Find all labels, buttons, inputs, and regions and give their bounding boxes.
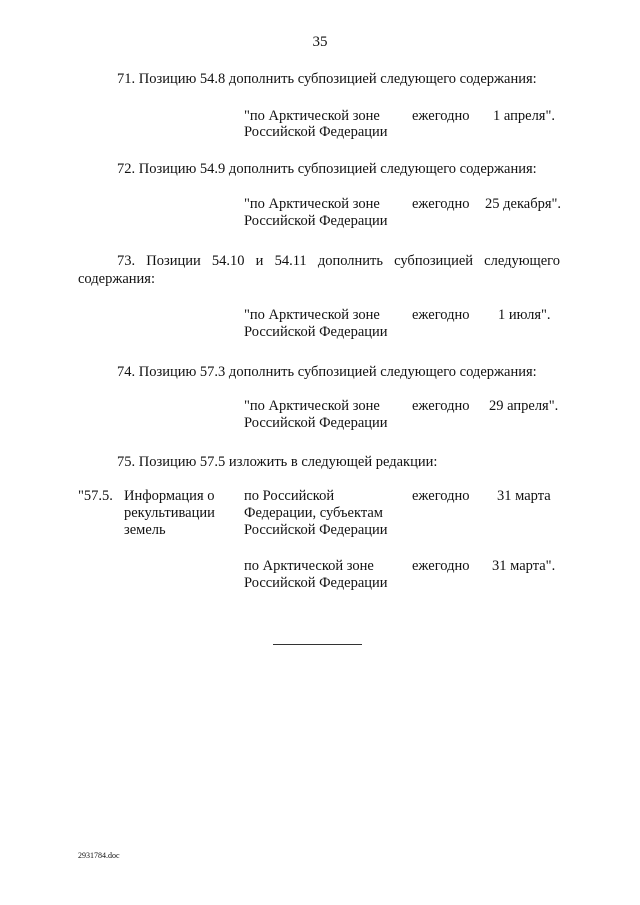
position-name-line1: Информация о (124, 488, 215, 504)
item-75-text: 75. Позицию 57.5 изложить в следующей редакции: (117, 454, 438, 470)
item-74-place-line1: "по Арктической зоне (244, 398, 380, 414)
sub1-place-line1: по Российской (244, 488, 335, 504)
item-74-place-line2: Российской Федерации (244, 415, 388, 431)
item-73-place-line2: Российской Федерации (244, 324, 388, 340)
item-73-text-line1: 73. Позиции 54.10 и 54.11 дополнить субпозицией следующего (117, 253, 560, 269)
item-74-text: 74. Позицию 57.3 дополнить субпозицией следующего содержания: (117, 364, 537, 380)
page-number: 35 (312, 34, 328, 50)
position-number: "57.5. (78, 488, 113, 504)
item-71-place-line2: Российской Федерации (244, 124, 388, 140)
item-73-text-line2: содержания: (78, 271, 156, 287)
item-73-deadline: 1 июля". (498, 307, 551, 323)
item-72-deadline: 25 декабря". (485, 196, 562, 212)
item-71-place-line1: "по Арктической зоне (244, 108, 380, 124)
item-72-text: 72. Позицию 54.9 дополнить субпозицией следующего содержания: (117, 161, 537, 177)
item-74-frequency: ежегодно (412, 398, 470, 414)
sub2-frequency: ежегодно (412, 558, 470, 574)
sub2-place-line1: по Арктической зоне (244, 558, 374, 574)
item-73-paragraph (78, 252, 560, 288)
sub1-place-line3: Российской Федерации (244, 522, 388, 538)
item-72-place-line1: "по Арктической зоне (244, 196, 380, 212)
item-73-frequency: ежегодно (412, 307, 470, 323)
item-72-place-line2: Российской Федерации (244, 213, 388, 229)
item-73-place-line1: "по Арктической зоне (244, 307, 380, 323)
item-72-frequency: ежегодно (412, 196, 470, 212)
item-71-frequency: ежегодно (412, 108, 470, 124)
sub1-frequency: ежегодно (412, 488, 470, 504)
item-74-deadline: 29 апреля". (489, 398, 559, 414)
position-name-line2: рекультивации (124, 505, 215, 521)
end-separator-line (273, 644, 362, 645)
sub1-place-line2: Федерации, субъектам (244, 505, 383, 521)
sub2-place-line2: Российской Федерации (244, 575, 388, 591)
document-filename: 2931784.doc (78, 851, 120, 860)
position-name-line3: земель (124, 522, 166, 538)
sub2-deadline: 31 марта". (492, 558, 556, 574)
item-71-text: 71. Позицию 54.8 дополнить субпозицией следующего содержания: (117, 71, 537, 87)
item-71-deadline: 1 апреля". (493, 108, 556, 124)
sub1-deadline: 31 марта (497, 488, 551, 504)
